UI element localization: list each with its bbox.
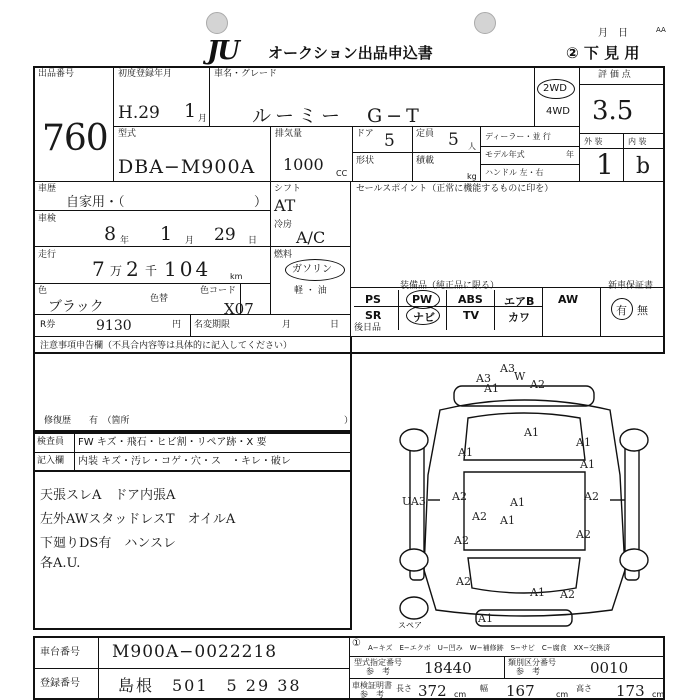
equip-airbag: エアB — [504, 295, 535, 308]
length-label: 長さ — [396, 684, 412, 693]
inspection-day: 29 — [214, 225, 236, 245]
cert-no-ref: 参 考 — [360, 690, 384, 699]
eval-score: 3.5 — [592, 96, 634, 126]
expiry-day: 日 — [330, 320, 340, 330]
usage-close: ） — [254, 195, 268, 210]
displacement-value: 1000 — [283, 155, 324, 174]
recycle-value: 9130 — [96, 318, 132, 334]
equip-abs: ABS — [458, 293, 483, 306]
circle-1: ① — [352, 638, 361, 649]
mark-12: A2 — [584, 490, 599, 503]
notice-label: 注意事項申告欄（不具合内容等は具体的に記入してください） — [40, 341, 293, 351]
usage-value: 自家用・（ — [66, 195, 125, 210]
note-line-1: 天張スレA ドア内張A — [40, 488, 176, 503]
mark-9: A1 — [510, 496, 525, 509]
mileage-sen-value: 2 — [126, 257, 139, 281]
interior-label: 内 装 — [628, 137, 647, 146]
equipment-label: 装備品（純正品に限る） — [400, 281, 500, 291]
car-damage-diagram — [380, 360, 680, 635]
chassis-no-label: 車台番号 — [40, 647, 80, 658]
displacement-label: 排気量 — [275, 129, 303, 139]
notice-frame — [33, 336, 352, 432]
mark-8: A1 — [458, 446, 473, 459]
color-value: ブラック — [48, 299, 104, 315]
warranty-yes: 有 — [616, 304, 627, 317]
mileage-sen-unit: 千 — [145, 264, 158, 278]
chassis-no-value: M900A−0022218 — [112, 642, 278, 662]
capacity-unit: 人 — [468, 142, 476, 151]
inspection-year-unit: 年 — [120, 236, 130, 246]
mark-14: A2 — [576, 528, 591, 541]
model-year-label: モデル年式 — [485, 150, 525, 159]
doors-label: ドア — [356, 129, 374, 139]
eval-label: 評 価 点 — [598, 70, 631, 80]
type-spec-value: 18440 — [424, 659, 472, 677]
repair-close: ） — [344, 416, 354, 426]
form-title: オークション出品申込書 — [268, 44, 433, 62]
equip-navi-circle — [406, 306, 440, 325]
date-label: 月 日 — [598, 28, 628, 39]
mark-2: A2 — [530, 378, 545, 391]
first-reg-month-unit: 月 — [198, 114, 208, 124]
model-year-unit: 年 — [566, 150, 574, 159]
exterior-grade: 1 — [596, 148, 614, 181]
fuel-value: ガソリン — [292, 264, 332, 275]
fuel-circle — [285, 259, 345, 281]
inspection-month-unit: 月 — [185, 236, 195, 246]
mark-13: A2 — [454, 534, 469, 547]
equip-leather: カワ — [508, 311, 530, 324]
equip-aw: AW — [558, 293, 579, 306]
note-line-2: 左外AWスタッドレスT オイルA — [40, 512, 236, 527]
inspection-day-unit: 日 — [248, 236, 258, 246]
mileage-label: 走行 — [38, 250, 57, 260]
color-change-label: 色替 — [150, 294, 169, 304]
mileage-km-unit: km — [230, 272, 243, 281]
mark-11: A2 — [452, 490, 467, 503]
inspector-label: 検査員 — [37, 437, 65, 447]
entry-label: 記入欄 — [37, 456, 65, 466]
mark-16: A2 — [560, 588, 575, 601]
type-spec-label: 型式指定番号 — [354, 658, 402, 667]
rear-seat-label: 後日品 — [354, 323, 382, 333]
lot-no-value: 760 — [42, 118, 108, 159]
mileage-man-unit: 万 — [110, 264, 123, 278]
mileage-rest-value: 104 — [164, 257, 212, 281]
height-label: 高さ — [576, 684, 592, 693]
car-name-label: 車名・グレード — [214, 69, 278, 79]
ju-logo: JU — [207, 36, 238, 66]
cert-no-label: 車検証明書 — [352, 681, 392, 690]
model-value: DBA−M900A — [118, 156, 256, 178]
mark-17: A1 — [580, 458, 595, 471]
warranty-label: 新車保証書 — [608, 281, 654, 291]
length-value: 372 — [418, 682, 447, 700]
width-value: 167 — [506, 682, 535, 700]
dealer-label: ディーラー・並 行 — [485, 132, 551, 141]
reg-no-value: 島根 501 5 29 38 — [118, 676, 302, 695]
legend: A−キズ E−エクボ U−凹み W−補修跡 S−サビ C−腐食 XX−交換済 — [368, 644, 611, 652]
reg-no-label: 登録番号 — [40, 678, 80, 689]
exterior-label: 外 装 — [584, 137, 603, 146]
model-label: 型式 — [118, 129, 137, 139]
first-reg-year: H.29 — [118, 103, 160, 123]
mark-19: A1 — [478, 612, 493, 625]
repair-label: 修復歴 有 （箇所 — [44, 416, 130, 426]
color-code-label: 色コード — [200, 286, 237, 296]
fuel-option-2: 軽 ・ 油 — [294, 286, 327, 296]
sales-point-label: セールスポイント（正常に機能するものに印を） — [356, 184, 554, 194]
header — [0, 0, 700, 64]
drive-4wd: 4WD — [546, 106, 570, 117]
fuel-label: 燃料 — [274, 250, 293, 260]
equip-pw: PW — [412, 293, 433, 306]
mark-21: A2 — [472, 510, 487, 523]
mark-7: A1 — [576, 436, 591, 449]
equip-tv: TV — [463, 309, 480, 322]
first-reg-label: 初度登録年月 — [118, 69, 173, 79]
load-unit: kg — [467, 172, 477, 181]
note-line-3: 下廻りDS有 ハンスレ — [40, 536, 176, 551]
mark-4: A3 — [476, 372, 491, 385]
class-no-ref: 参 考 — [516, 667, 540, 676]
shape-label: 形状 — [356, 156, 375, 166]
drive-2wd-circle — [537, 79, 575, 99]
note-line-4: 各A.U. — [40, 556, 81, 571]
class-no-value: 0010 — [590, 659, 629, 677]
mark-20: W — [514, 370, 526, 383]
doors-value: 5 — [384, 131, 395, 151]
mark-1: A1 — [484, 382, 499, 395]
color-label: 色 — [38, 286, 48, 296]
copy-label: ② 下 見 用 — [566, 44, 640, 62]
load-label: 積載 — [416, 156, 435, 166]
capacity-value: 5 — [448, 130, 459, 150]
cooler-value: A/C — [296, 228, 326, 247]
capacity-label: 定員 — [416, 129, 435, 139]
spare-label: スペア — [398, 621, 422, 630]
mark-6: A1 — [524, 426, 539, 439]
cc-label: CC — [336, 169, 348, 178]
usage-label: 車歴 — [38, 184, 57, 194]
handle-label: ハンドル 左・右 — [485, 168, 544, 177]
equip-sr: SR — [365, 309, 382, 322]
recycle-label: R券 — [40, 320, 56, 330]
mark-15: A2 — [456, 575, 471, 588]
shift-label: シフト — [274, 184, 302, 194]
fw-line: FW キズ・飛石・ヒビ割・リペア跡・X 要 — [78, 437, 267, 448]
mark-10: A1 — [500, 514, 515, 527]
equip-navi: ナビ — [413, 311, 435, 324]
class-no-label: 類別区分番号 — [508, 658, 556, 667]
car-name-value: ルーミー G−T — [252, 105, 423, 127]
interior-grade: b — [636, 154, 651, 179]
recycle-yen: 円 — [172, 320, 182, 330]
mark-18: A1 — [530, 586, 545, 599]
shift-value: AT — [274, 196, 296, 215]
warranty-yes-circle — [611, 298, 633, 320]
equip-ps: PS — [365, 293, 381, 306]
length-unit: cm — [454, 690, 467, 699]
first-reg-month: 1 — [184, 100, 197, 122]
drive-2wd: 2WD — [543, 83, 567, 94]
expiry-month: 月 — [282, 320, 292, 330]
inspection-label: 車検 — [38, 214, 57, 224]
inspection-month: 1 — [160, 223, 173, 245]
inspection-year: 8 — [104, 223, 117, 245]
mileage-man-value: 7 — [92, 257, 105, 281]
mark-3: A3 — [500, 362, 515, 375]
expiry-label: 名変期限 — [194, 320, 231, 330]
height-value: 173 — [616, 682, 645, 700]
date-suffix: AA — [656, 26, 666, 34]
type-spec-ref: 参 考 — [366, 667, 390, 676]
width-label: 幅 — [480, 684, 488, 693]
lot-no-label: 出品番号 — [38, 69, 75, 79]
width-unit: cm — [556, 690, 569, 699]
mark-5: UA3 — [402, 495, 426, 508]
color-code-value: X07 — [224, 300, 254, 318]
height-unit: cm — [652, 690, 665, 699]
cooler-label: 冷房 — [274, 220, 293, 230]
warranty-no: 無 — [637, 304, 648, 317]
interior-line: 内装 キズ・汚レ・コゲ・穴・ス ・キレ・破レ — [78, 456, 291, 467]
